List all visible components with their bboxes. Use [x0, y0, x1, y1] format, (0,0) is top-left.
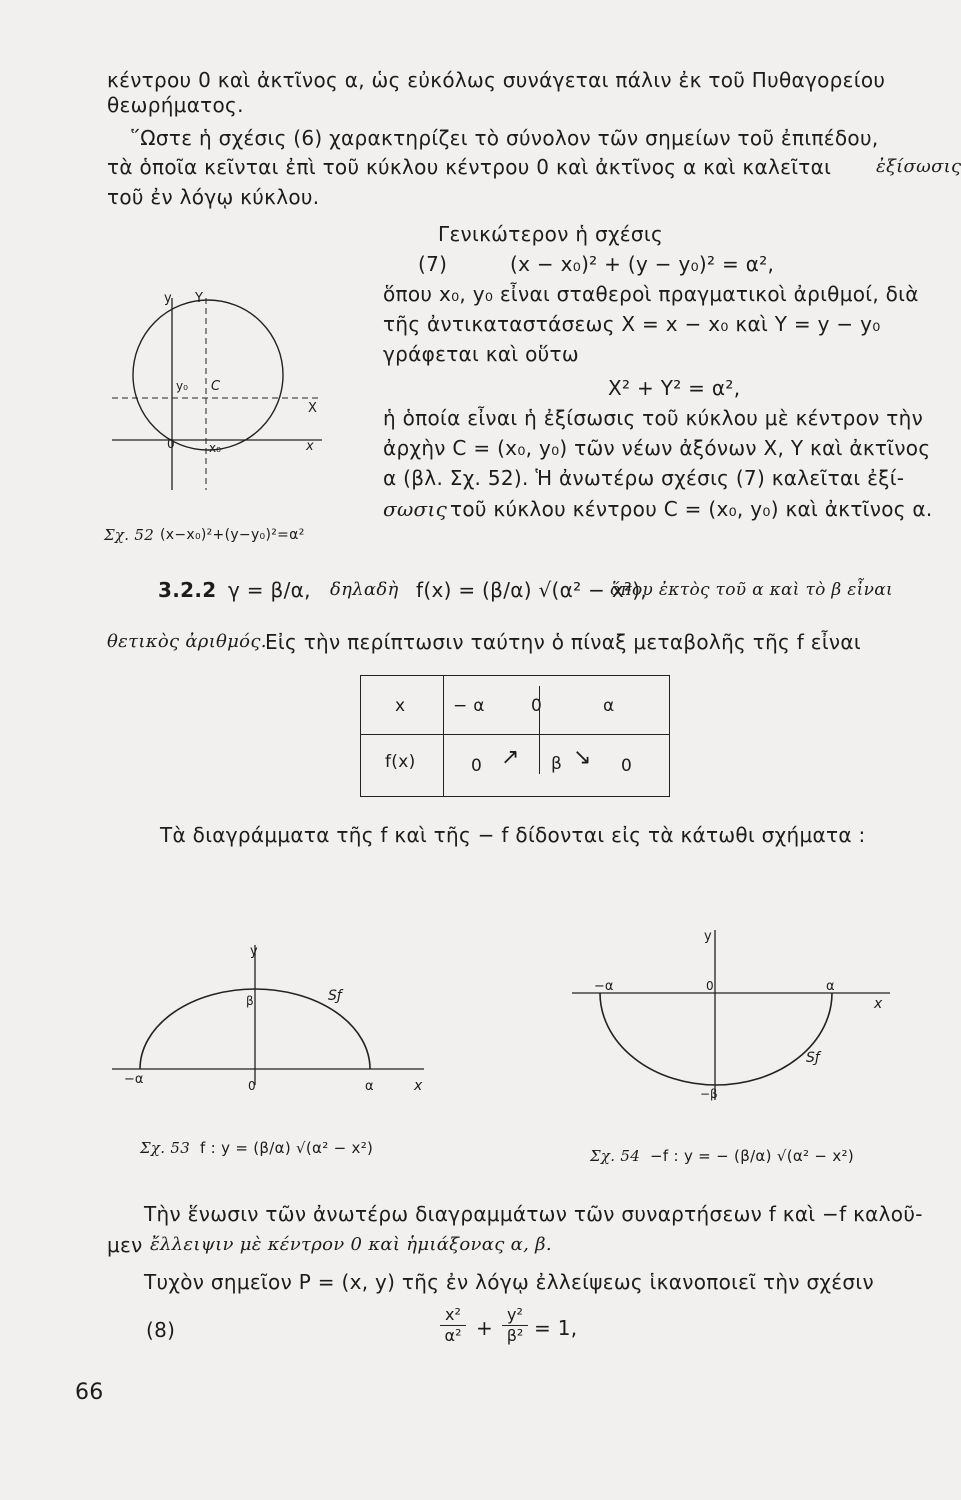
text-line: α (βλ. Σχ. 52). Ἡ ἀνωτέρω σχέσις (7) καλεῖται ἐξί-	[383, 466, 905, 490]
arrow-down-icon: ↘	[573, 745, 592, 770]
text-line: μεν	[107, 1233, 143, 1257]
text-italic: δηλαδὴ	[330, 579, 399, 600]
axis-label-Y: Y	[195, 291, 203, 306]
section-formula: γ = β/α,	[228, 578, 311, 602]
label-minus-a: −α	[124, 1072, 144, 1087]
label-a: α	[826, 979, 835, 994]
text-italic: σωσις	[383, 497, 448, 521]
label-minus-beta: −β	[700, 1087, 718, 1101]
figure-52-caption-prefix: Σχ. 52	[104, 526, 155, 544]
text-line: ὅπου x₀, y₀ εἶναι σταθεροὶ πραγματικοὶ ἀριθμοί, διὰ	[383, 282, 919, 306]
label-x0: x₀	[209, 441, 221, 455]
equation-number: (8)	[146, 1318, 176, 1342]
text-line: Γενικώτερον ἡ σχέσις	[438, 222, 663, 246]
table-header-x: x	[395, 696, 406, 716]
figure-54-caption: −f : y = − (β/α) √(α² − x²)	[650, 1147, 855, 1165]
table-cell: 0	[621, 756, 633, 776]
figure-53-caption-prefix: Σχ. 53	[140, 1139, 191, 1157]
text-line: ἡ ὁποία εἶναι ἡ ἐξίσωσις τοῦ κύκλου μὲ κέντρον τὴν	[383, 406, 924, 430]
table-cell: − α	[453, 696, 485, 716]
fraction-denominator: α²	[444, 1326, 462, 1345]
text-italic: ὅπου ἐκτὸς τοῦ α καὶ τὸ β εἶναι	[610, 580, 894, 600]
text-line: τοῦ ἐν λόγῳ κύκλου.	[107, 185, 320, 209]
figure-54-caption-prefix: Σχ. 54	[590, 1147, 641, 1165]
text-line: θεωρήματος.	[107, 93, 244, 117]
text-line: τῆς ἀντικαταστάσεως X = x − x₀ καὶ Y = y − y₀	[383, 312, 881, 336]
fraction-y	[502, 1305, 528, 1346]
page-number: 66	[75, 1380, 104, 1405]
text-line: τοῦ κύκλου κέντρου C = (x₀, y₀) καὶ ἀκτῖνος α.	[450, 497, 933, 521]
text-italic: ἐξίσωσις	[876, 156, 961, 177]
text-line: Τυχὸν σημεῖον P = (x, y) τῆς ἐν λόγῳ ἐλλείψεως ἱκανοποιεῖ τὴν σχέσιν	[144, 1270, 874, 1294]
label-minus-a: −α	[594, 979, 614, 994]
text-line: Τὴν ἕνωσιν τῶν ἀνωτέρω διαγραμμάτων τῶν συναρτήσεων f καὶ −f καλοῦ-	[144, 1202, 923, 1226]
label-y0: y₀	[176, 379, 188, 393]
label-a: α	[365, 1079, 374, 1094]
section-number: 3.2.2	[158, 578, 217, 602]
equation: (x − x₀)² + (y − y₀)² = α²,	[510, 252, 775, 276]
fraction-denominator: β²	[506, 1326, 524, 1345]
equation: X² + Y² = α²,	[608, 376, 741, 400]
axis-label-y: y	[250, 944, 258, 959]
figure-52-caption: (x−x₀)²+(y−y₀)²=α²	[160, 527, 305, 543]
text-italic: ἔλλειψιν μὲ κέντρον 0 καὶ ἡμιάξονας α, β.	[150, 1234, 552, 1255]
label-beta: β	[246, 994, 254, 1008]
origin-label: 0	[706, 979, 714, 993]
table-cell: α	[603, 696, 615, 716]
axis-label-x: x	[874, 996, 883, 1012]
table-header-fx: f(x)	[385, 752, 416, 772]
axis-label-x: x	[306, 439, 314, 454]
plus-sign: +	[476, 1316, 494, 1340]
text-line: ἀρχὴν C = (x₀, y₀) τῶν νέων ἀξόνων X, Y καὶ ἀκτῖνος	[383, 436, 931, 460]
text-line: γράφεται καὶ οὕτω	[383, 342, 579, 366]
fraction-x	[440, 1305, 466, 1346]
text-line: τὰ ὁποῖα κεῖνται ἐπὶ τοῦ κύκλου κέντρου 0 καὶ ἀκτῖνος α καὶ καλεῖται	[107, 155, 832, 179]
axis-label-y: y	[164, 291, 172, 306]
table-cell: 0	[471, 756, 483, 776]
text-line: Τὰ διαγράμματα τῆς f καὶ τῆς − f δίδονται εἰς τὰ κάτωθι σχήματα :	[160, 823, 866, 847]
arrow-up-icon: ↗	[501, 745, 520, 770]
axis-label-y: y	[704, 929, 712, 944]
text-line: κέντρου 0 καὶ ἀκτῖνος α, ὡς εὐκόλως συνάγεται πάλιν ἐκ τοῦ Πυθαγορείου	[107, 68, 886, 92]
section-fx: f(x) = (β/α) √(α² − x²),	[416, 578, 648, 602]
table-cell: 0	[531, 696, 543, 716]
text-italic: θετικὸς ἀριθμός.	[107, 631, 267, 652]
curve-label: Sƒ	[328, 988, 342, 1004]
curve-label: Sƒ	[806, 1050, 820, 1066]
text-line: Εἰς τὴν περίπτωσιν ταύτην ὁ πίναξ μεταβολῆς τῆς f εἶναι	[265, 630, 861, 654]
origin-label: 0	[248, 1079, 256, 1093]
fraction-numerator: x²	[440, 1305, 466, 1326]
text-line: ῞Ωστε ἡ σχέσις (6) χαρακτηρίζει τὸ σύνολον τῶν σημείων τοῦ ἐπιπέδου,	[130, 126, 879, 150]
figure-53-caption: f : y = (β/α) √(α² − x²)	[200, 1139, 374, 1157]
fraction-numerator: y²	[502, 1305, 528, 1326]
equation-number: (7)	[418, 252, 448, 276]
equation-rest: = 1,	[534, 1316, 578, 1340]
table-cell: β	[551, 754, 563, 774]
axis-label-X: X	[308, 401, 317, 416]
axis-label-x: x	[414, 1078, 423, 1094]
origin-label: 0	[167, 437, 175, 451]
label-C: C	[211, 379, 221, 394]
